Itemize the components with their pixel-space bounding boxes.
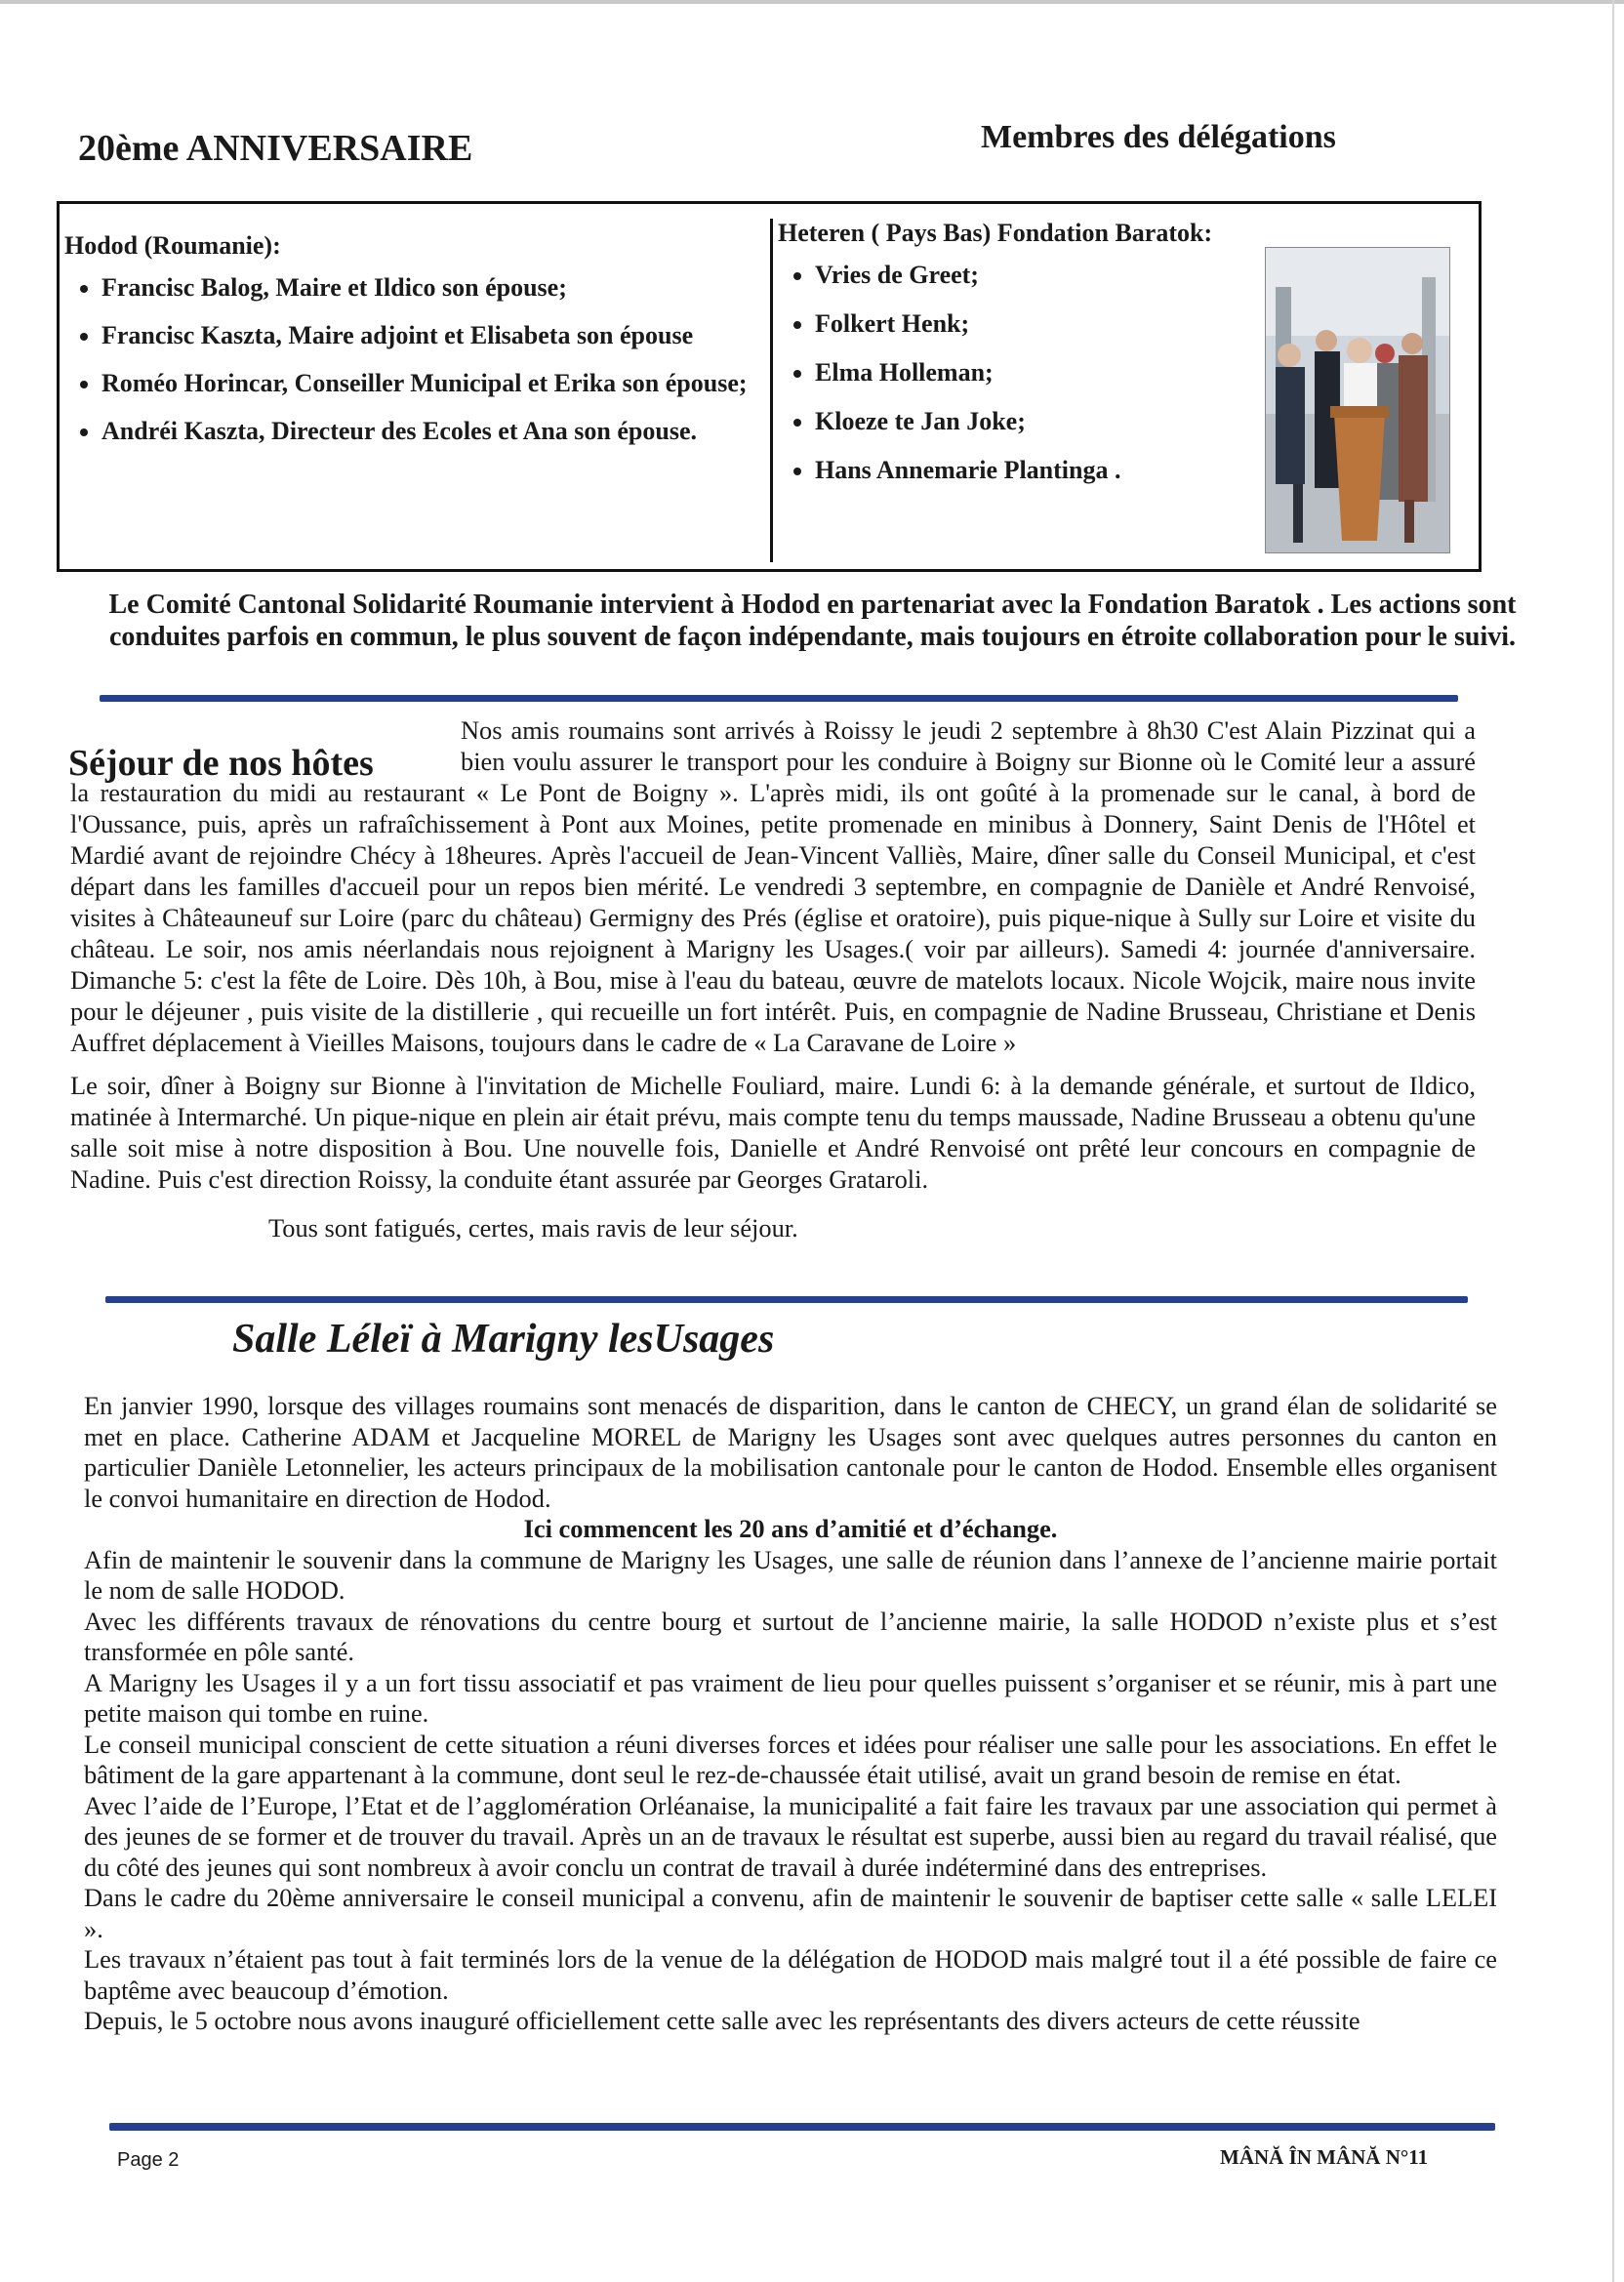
salle-paragraph: Depuis, le 5 octobre nous avons inauguré officiellement cette salle avec les représentants des divers acteurs de cette réussite [84,2006,1360,2035]
sejour-paragraph-2: Le soir, dîner à Boigny sur Bionne à l'invitation de Michelle Fouliard, maire. Lundi 6: à la demande générale, et surtout de Ildico, matinée à Intermarché. Un pique-nique en plein air était prévu, mais compte tenu du temps maussade, Nadine Brusseau a obtenu qu'une salle soit mise à notre disposition à Bou. Une nouvelle fois, Danielle et André Renvoisé ont prêté leur concours en compagnie de Nadine. Puis c'est direction Roissy, la conduite étant assurée par Georges Grataroli. [70,1071,1476,1194]
sejour-closing: Tous sont fatigués, certes, mais ravis de leur séjour. [268,1213,798,1243]
list-item: • Folkert Henk; [815,307,1256,340]
list-item: • Hans Annemarie Plantinga . [815,454,1256,486]
list-item: • Vries de Greet; [815,259,1256,291]
heteren-member-list [778,259,1256,486]
list-item: • Roméo Horincar, Conseiller Municipal et Erika son épouse; [102,367,762,399]
hodod-member-list [64,271,762,447]
section-divider [105,1296,1468,1303]
heteren-heading: Heteren ( Pays Bas) Fondation Baratok: [778,219,1213,247]
hodod-heading: Hodod (Roumanie): [64,231,281,260]
title-float-space [70,714,461,777]
intro-statement: Le Comité Cantonal Solidarité Roumanie intervient à Hodod en partenariat avec la Fondation Baratok . Les actions sont conduites parfois en commun, le plus souvent de façon indépendante, mais toujours en étroite collaboration pour le suivi. [108,590,1517,652]
salle-paragraph: Avec les différents travaux de rénovations du centre bourg et surtout de l’ancienne mairie, la salle HODOD n’existe plus et s’est transformée en pôle santé. [84,1606,1497,1666]
page-title: 20ème ANNIVERSAIRE [78,128,473,169]
list-item: • Kloeze te Jan Joke; [815,405,1256,437]
salle-title: Salle Léleï à Marigny lesUsages [232,1317,775,1362]
publication-name: MÂNĂ ÎN MÂNĂ N°11 [1220,2145,1429,2169]
delegations-divider [770,219,773,562]
section-divider [100,695,1458,702]
list-item: • Francisc Balog, Maire et Ildico son épouse; [102,271,762,304]
salle-paragraph: Le conseil municipal conscient de cette situation a réuni diverses forces et idées pour réaliser une salle pour les associations. En effet le bâtiment de la gare appartenant à la commune, dont seul le rez-de-chaussée était utilisé, avait un grand besoin de remise en état. [84,1729,1497,1789]
salle-highlight: Ici commencent les 20 ans d’amitié et d’échange. [523,1514,1058,1543]
section-title-delegations: Membres des délégations [981,119,1336,155]
salle-paragraph: Afin de maintenir le souvenir dans la commune de Marigny les Usages, une salle de réunion dans l’annexe de l’ancienne mairie portait le nom de salle HODOD. [84,1544,1497,1605]
list-item: • Elma Holleman; [815,356,1256,388]
salle-paragraph: En janvier 1990, lorsque des villages roumains sont menacés de disparition, dans le canton de CHECY, un grand élan de solidarité se met en place. Catherine ADAM et Jacqueline MOREL de Marigny les Usages sont avec quelques autres personnes du canton en particulier Danièle Letonnelier, les acteurs principaux de la mobilisation cantonale pour le canton de Hodod. Ensemble elles organisent le convoi humanitaire en direction de Hodod. [84,1391,1497,1513]
speech-photo-illustration [1266,248,1449,552]
hodod-delegation [64,229,762,463]
page-number: Page 2 [117,2149,180,2171]
footer-rule [109,2123,1495,2131]
heteren-delegation [778,217,1256,503]
salle-paragraph: A Marigny les Usages il y a un fort tissu associatif et pas vraiment de lieu pour quelles puissent s’organiser et se réunir, mis à part une petite maison qui tombe en ruine. [84,1667,1497,1728]
salle-paragraph: Les travaux n’étaient pas tout à fait terminés lors de la venue de la délégation de HODOD mais malgré tout il a été possible de faire ce baptême avec beaucoup d’émotion. [84,1944,1497,2005]
sejour-paragraph-1 [70,714,1476,1058]
scan-right-edge [1612,0,1614,2282]
list-item: • Andréi Kaszta, Directeur des Ecoles et Ana son épouse. [102,415,762,447]
scan-top-edge [0,0,1624,4]
salle-article [84,1391,1497,2037]
salle-paragraph: Dans le cadre du 20ème anniversaire le conseil municipal a convenu, afin de maintenir le souvenir de baptiser cette salle « salle LELEI ». [84,1883,1497,1943]
speech-photo [1265,247,1450,553]
salle-paragraph: Avec l’aide de l’Europe, l’Etat et de l’agglomération Orléanaise, la municipalité a fait faire les travaux par une association qui permet à des jeunes de se former et de trouver du travail. Après un an de travaux le résultat est superbe, aussi bien au regard du travail réalisé, que du côté des jeunes qui sont nombreux à avoir conclu un contrat de travail à durée indéterminé dans des entreprises. [84,1790,1497,1882]
sejour-article [70,714,1476,1255]
sejour-title: Séjour de nos hôtes [68,743,374,784]
sejour-paragraph-1-text: Nos amis roumains sont arrivés à Roissy le jeudi 2 septembre à 8h30 C'est Alain Pizzinat qui a bien voulu assurer le transport pour les conduire à Boigny sur Bionne où le Comité leur a assuré la restauration du midi au restaurant « Le Pont de Boigny ». L'après midi, ils ont goûté à la promenade sur le canal, à bord de l'Oussance, puis, après un rafraîchissement à Pont aux Moines, petite promenade en minibus à Donnery, Saint Denis de l'Hôtel et Mardié avant de rejoindre Chécy à 18heures. Après l'accueil de Jean-Vincent Valliès, Maire, dîner salle du Conseil Municipal, et c'est départ dans les familles d'accueil pour un repos bien mérité. Le vendredi 3 septembre, en compagnie de Danièle et André Renvoisé, visites à Châteauneuf sur Loire (parc du château) Germigny des Prés (église et oratoire), puis pique-nique à Sully sur Loire et visite du château. Le soir, nos amis néerlandais nous rejoignent à Marigny les Usages.( voir par ailleurs). Samedi 4: journée d'anniversaire. Dimanche 5: c'est la fête de Loire. Dès 10h, à Bou, mise à l'eau du bateau, œuvre de matelots locaux. Nicole Wojcik, maire nous invite pour le déjeuner , puis visite de la distillerie , qui recueille un fort intérêt. Puis, en compagnie de Nadine Brusseau, Christiane et Denis Auffret déplacement à Vieilles Maisons, toujours dans le cadre de « La Caravane de Loire » [70,715,1476,1057]
list-item: • Francisc Kaszta, Maire adjoint et Elisabeta son épouse [102,319,762,351]
